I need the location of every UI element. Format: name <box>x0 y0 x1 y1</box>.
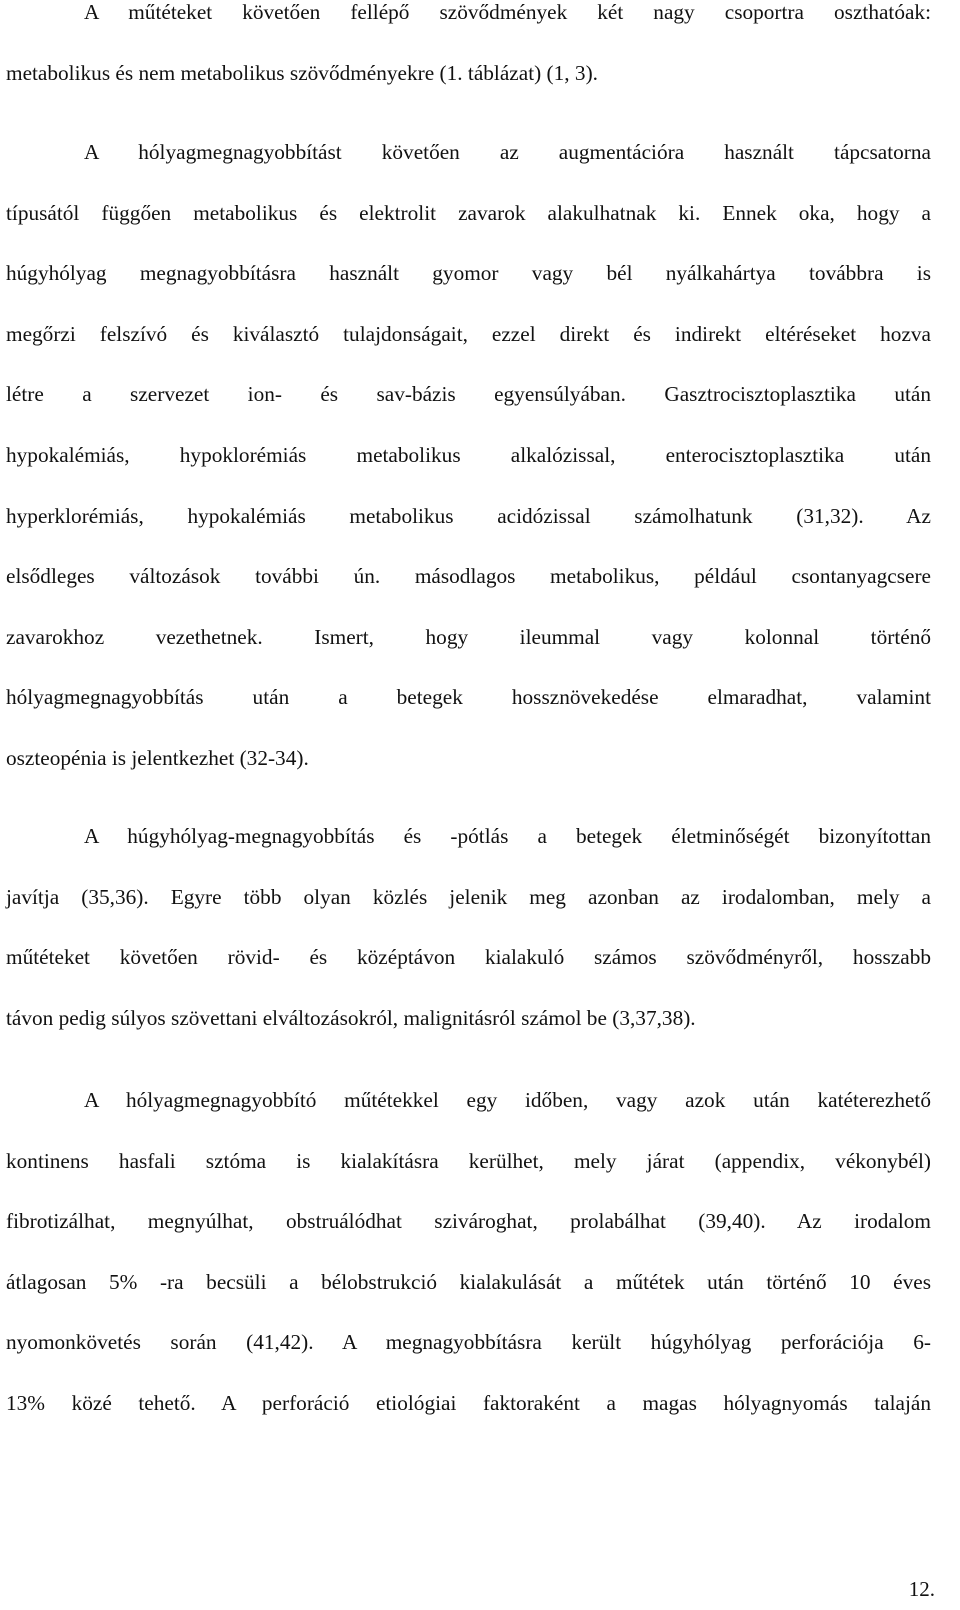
text-line: átlagosan 5% -ra becsüli a bélobstrukció kialakulását a műtétek után történő 10 éves <box>6 1269 931 1294</box>
text-line: húgyhólyag megnagyobbításra használt gyomor vagy bél nyálkahártya továbbra is <box>6 261 931 286</box>
text-line: nyomonkövetés során (41,42). A megnagyobbításra került húgyhólyag perforációja 6- <box>6 1330 931 1355</box>
text-line: metabolikus és nem metabolikus szövődményekre (1. táblázat) (1, 3). <box>6 60 598 85</box>
text-line: létre a szervezet ion- és sav-bázis egyensúlyában. Gasztrocisztoplasztika után <box>6 382 931 407</box>
text-line: fibrotizálhat, megnyúlhat, obstruálódhat szivároghat, prolabálhat (39,40). Az irodalom <box>6 1209 931 1234</box>
text-line: kontinens hasfali sztóma is kialakításra kerülhet, mely járat (appendix, vékonybél) <box>6 1148 931 1173</box>
text-line: típusától függően metabolikus és elektrolit zavarok alakulhatnak ki. Ennek oka, hogy a <box>6 200 931 225</box>
text-line: A műtéteket követően fellépő szövődmények két nagy csoportra oszthatóak: <box>84 0 931 24</box>
paragraph-quality-of-life <box>6 806 931 1048</box>
paragraph-stoma <box>6 1070 931 1434</box>
text-line: elsődleges változások további ún. másodlagos metabolikus, például csontanyagcsere <box>6 564 931 589</box>
paragraph-complications <box>6 0 931 103</box>
paragraph-metabolic <box>6 122 931 789</box>
text-line: hyperklorémiás, hypokalémiás metabolikus acidózissal számolhatunk (31,32). Az <box>6 503 931 528</box>
text-line: A hólyagmegnagyobbító műtétekkel egy időben, vagy azok után katéterezhető <box>84 1088 931 1112</box>
text-line: A hólyagmegnagyobbítást követően az augmentációra használt tápcsatorna <box>84 140 931 164</box>
text-line: hypokalémiás, hypoklorémiás metabolikus alkalózissal, enterocisztoplasztika után <box>6 442 931 467</box>
page-number: 12. <box>908 1577 935 1601</box>
text-line: A húgyhólyag-megnagyobbítás és -pótlás a betegek életminőségét bizonyítottan <box>84 824 931 848</box>
text-line: megőrzi felszívó és kiválasztó tulajdonságait, ezzel direkt és indirekt eltéréseket hozva <box>6 321 931 346</box>
text-line: 13% közé tehető. A perforáció etiológiai faktoraként a magas hólyagnyomás talaján <box>6 1390 931 1415</box>
text-line: javítja (35,36). Egyre több olyan közlés jelenik meg azonban az irodalomban, mely a <box>6 884 931 909</box>
text-line: távon pedig súlyos szövettani elváltozásokról, malignitásról számol be (3,37,38). <box>6 1005 696 1030</box>
text-line: műtéteket követően rövid- és középtávon kialakuló számos szövődményről, hosszabb <box>6 945 931 970</box>
text-line: zavarokhoz vezethetnek. Ismert, hogy ileummal vagy kolonnal történő <box>6 624 931 649</box>
text-line: oszteopénia is jelentkezhet (32-34). <box>6 745 309 770</box>
text-line: hólyagmegnagyobbítás után a betegek hossznövekedése elmaradhat, valamint <box>6 685 931 710</box>
